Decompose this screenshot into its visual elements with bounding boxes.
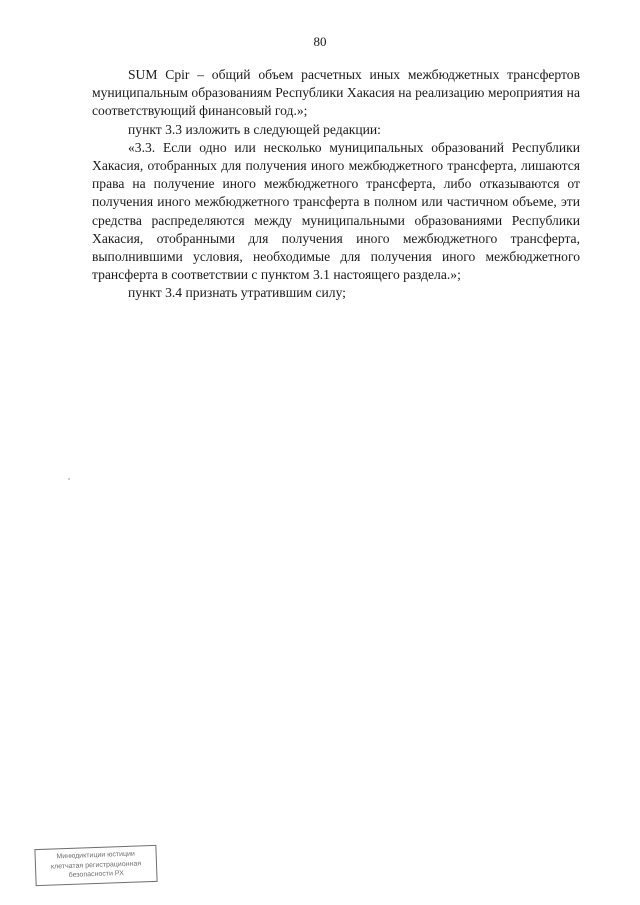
stamp-line: клетчатая регистрационная (50, 859, 142, 871)
document-body (92, 66, 580, 303)
registration-stamp (34, 845, 157, 886)
paragraph-amendment-3-3-intro: пункт 3.3 изложить в следующей редакции: (128, 121, 381, 137)
stamp-line: Минюдиктиции юстиции (56, 850, 135, 861)
page-number: 80 (313, 34, 327, 49)
paragraph-amendment-3-4: пункт 3.4 признать утратившим силу; (128, 285, 346, 301)
stamp-line: безопасности РХ (68, 870, 125, 879)
scan-speck (68, 478, 70, 480)
paragraph-amendment-3-3-text: «3.3. Если одно или несколько муниципальных образований Республики Хакасия, отобранных для получения иного межбюджетного трансферта, лишаются права на получение иного межбюджетного трансферта, либо отказываются от получения иного межбюджетного трансферта в полном или частичном объеме, эти средства распределяются между муниципальными образованиями Республики Хакасия, отобранными для получения иного межбюджетного трансферта, выполнившими условия, необходимые для получения иного межбюджетного трансферта в соответствии с пунктом 3.1 настоящего раздела.»; (92, 139, 580, 283)
paragraph-formula-definition: SUM Cpir – общий объем расчетных иных межбюджетных трансфертов муниципальным образованиям Республики Хакасия на реализацию мероприятия на соответствующий финансовый год.»; (92, 67, 580, 119)
